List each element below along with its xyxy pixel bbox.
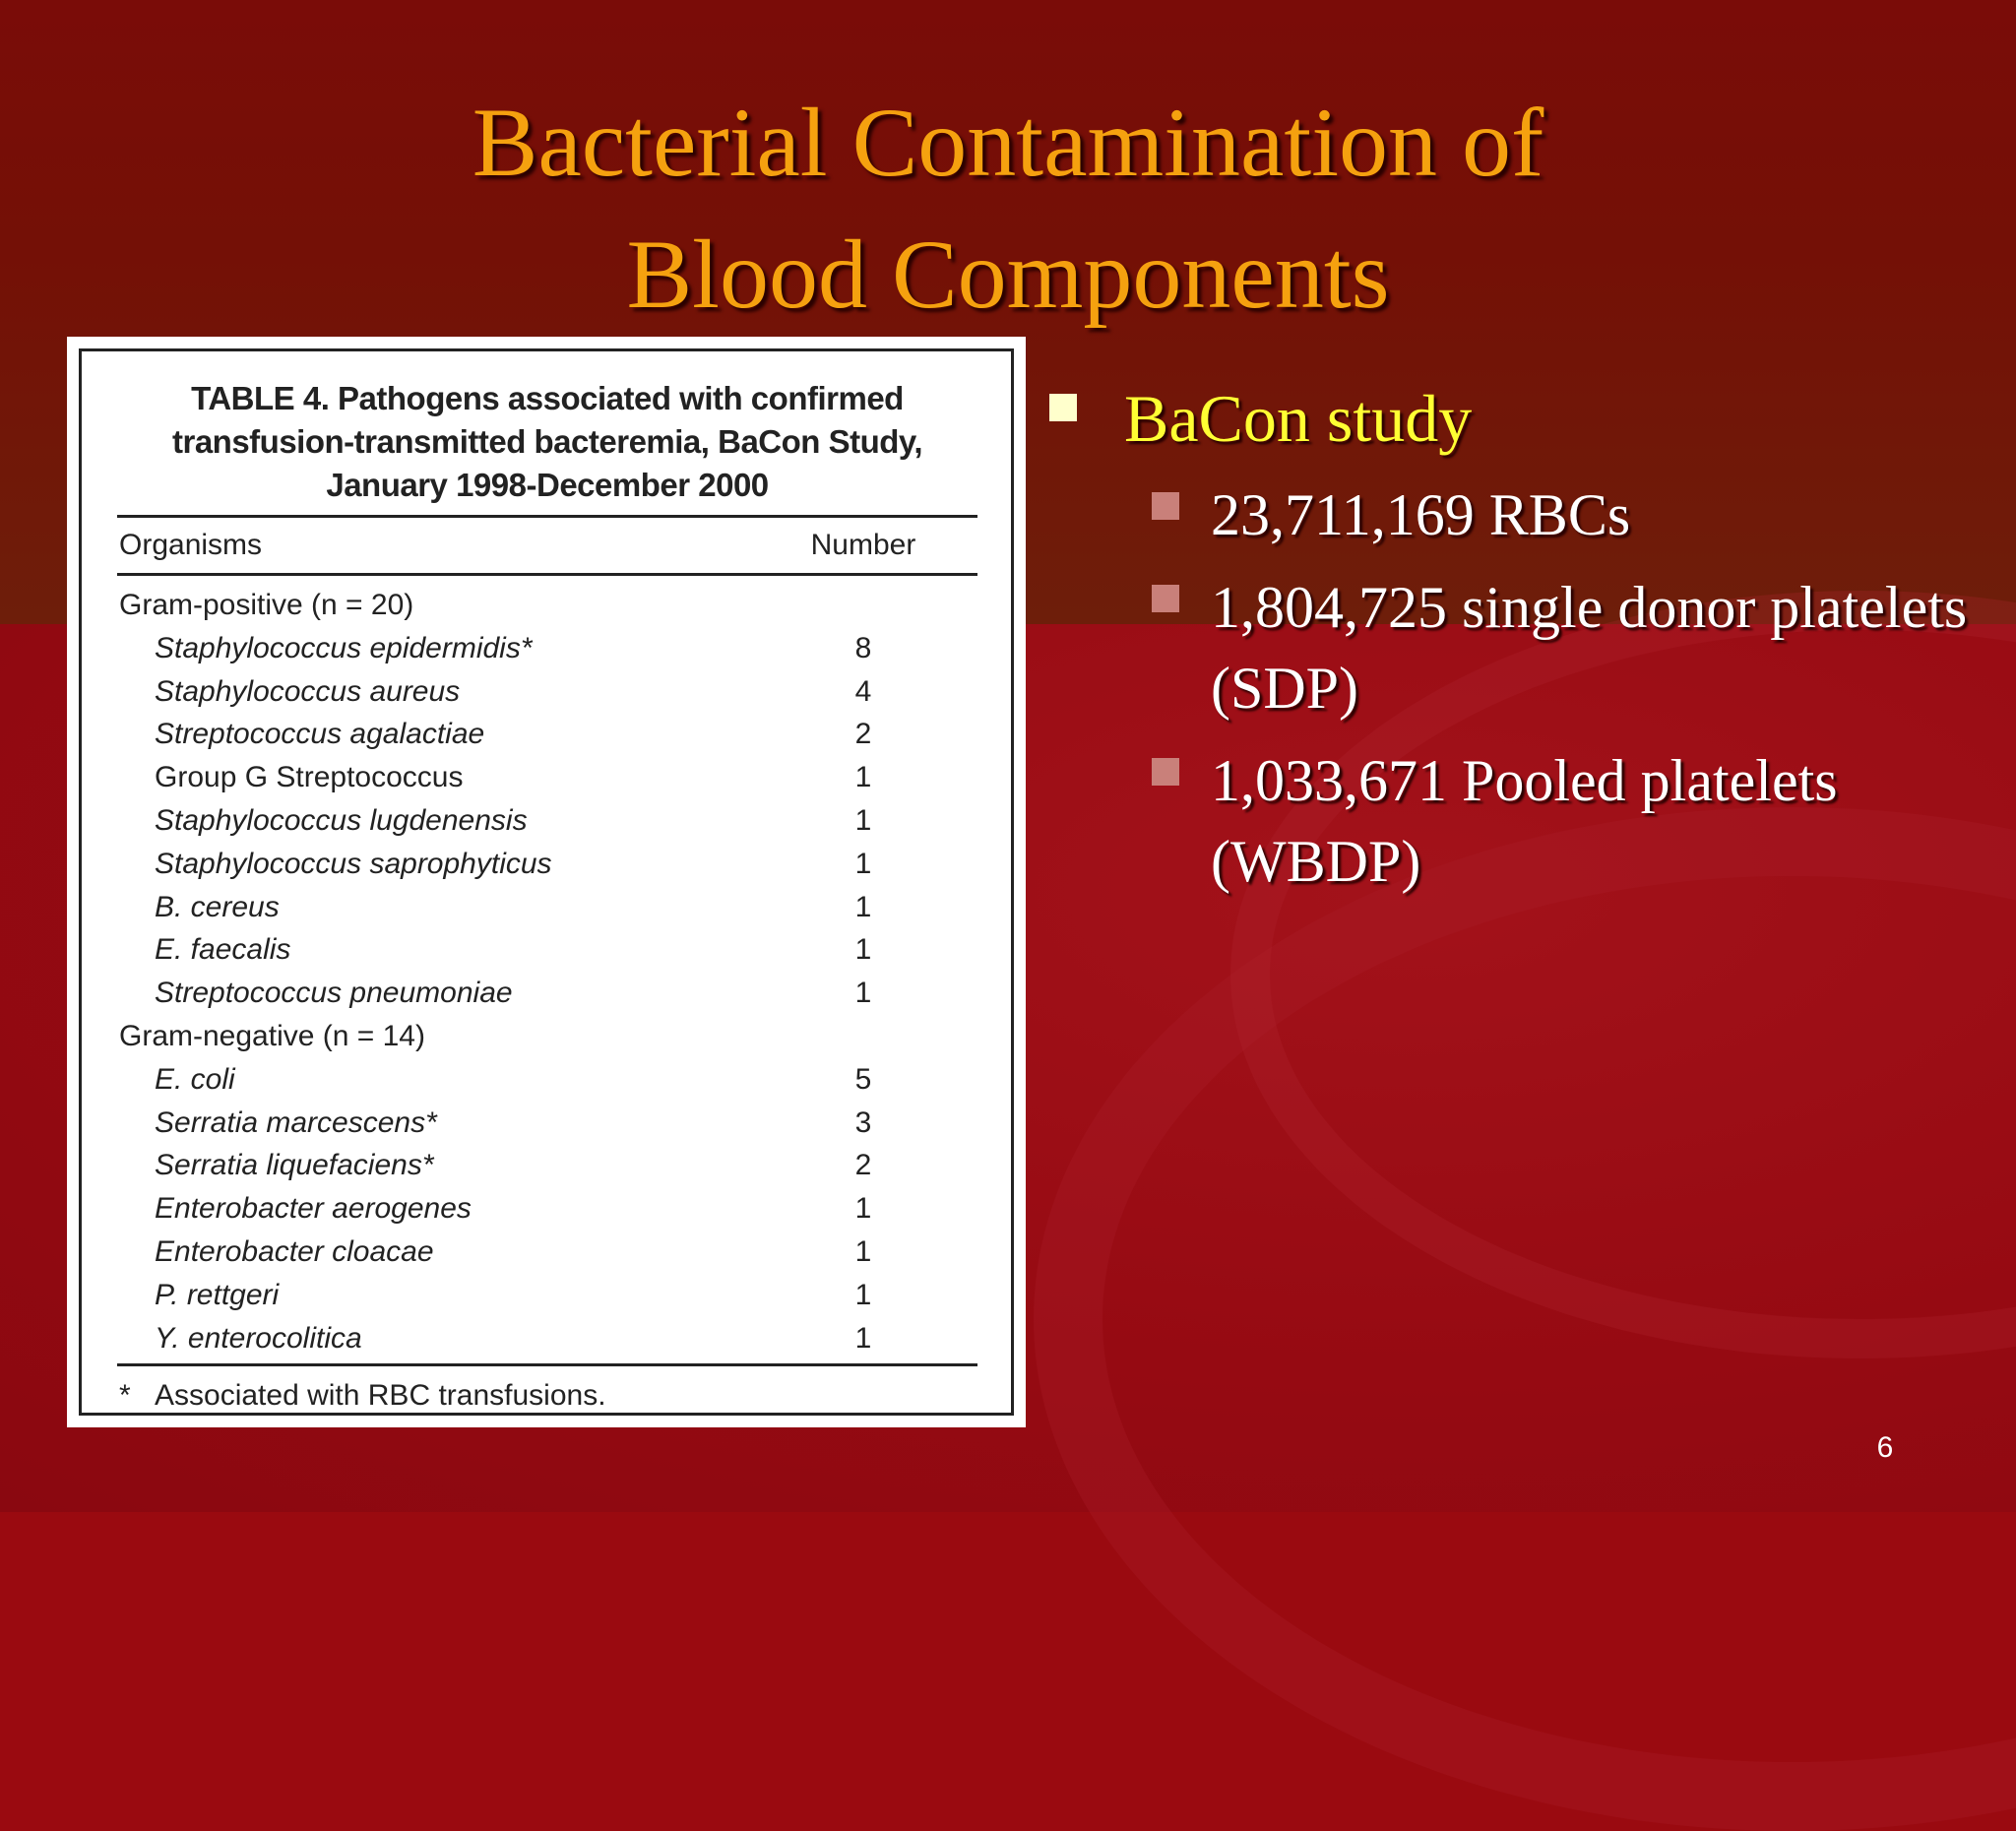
table-row	[117, 756, 977, 799]
number-cell: 2	[854, 1149, 872, 1182]
organism-cell: Serratia marcescens*	[155, 1105, 437, 1139]
table-row	[117, 886, 977, 929]
number-cell: 3	[854, 1105, 872, 1139]
table-row	[117, 1144, 977, 1187]
bullet-list	[1043, 374, 1988, 902]
number-cell: 2	[854, 718, 872, 751]
number-cell: 1	[854, 933, 872, 967]
table-row	[117, 972, 977, 1015]
organism-cell: Streptococcus agalactiae	[155, 718, 485, 751]
table-row	[117, 1187, 977, 1231]
column-header-organisms: Organisms	[119, 529, 263, 561]
table-row	[117, 1274, 977, 1317]
organism-cell: B. cereus	[155, 890, 280, 923]
number-cell: 1	[854, 847, 872, 880]
square-bullet-icon	[1152, 492, 1179, 520]
footnote-mark: *	[119, 1379, 131, 1413]
table-caption	[117, 377, 977, 507]
organism-cell: Staphylococcus aureus	[155, 674, 461, 708]
number-cell: 1	[854, 890, 872, 923]
organism-cell: Staphylococcus lugdenensis	[155, 803, 528, 837]
organism-cell: Gram-positive (n = 20)	[119, 589, 414, 621]
organism-cell: Enterobacter aerogenes	[155, 1192, 472, 1226]
title-line: Bacterial Contamination of	[472, 88, 1544, 197]
number-cell: 1	[854, 1234, 872, 1268]
number-cell: 1	[854, 1321, 872, 1355]
number-cell: 1	[854, 803, 872, 837]
bullet-item-main	[1043, 374, 1988, 463]
caption-line: transfusion-transmitted bacteremia, BaCon Study,	[171, 423, 923, 460]
organism-cell: Staphylococcus saprophyticus	[155, 847, 552, 880]
number-cell: 4	[854, 674, 872, 708]
organism-cell: Serratia liquefaciens*	[155, 1149, 434, 1182]
slide-number: 6	[1876, 1431, 1894, 1464]
organism-cell: Y. enterocolitica	[155, 1321, 362, 1355]
square-bullet-icon	[1049, 394, 1077, 421]
table-row	[117, 928, 977, 972]
slide-title	[0, 77, 2016, 341]
table-row	[117, 1231, 977, 1274]
number-cell: 1	[854, 1278, 872, 1311]
organism-cell: E. coli	[155, 1062, 235, 1096]
number-cell: 8	[854, 631, 872, 664]
caption-line: January 1998-December 2000	[326, 467, 769, 503]
organism-cell: Group G Streptococcus	[155, 761, 464, 794]
title-line: Blood Components	[626, 220, 1390, 329]
bullet-text: 23,711,169 RBCs	[1211, 482, 1631, 547]
organism-cell: Staphylococcus epidermidis*	[155, 631, 533, 664]
table-row	[117, 799, 977, 843]
table-border	[79, 348, 1014, 1416]
square-bullet-icon	[1152, 758, 1179, 786]
table-row	[117, 1317, 977, 1360]
table-header	[117, 518, 977, 573]
table-row	[117, 670, 977, 714]
sub-bullet-item	[1043, 567, 1988, 728]
table-row	[117, 627, 977, 670]
table-footnote	[117, 1366, 977, 1425]
table-body	[117, 576, 977, 1363]
table-row	[117, 713, 977, 756]
table-row	[117, 1058, 977, 1102]
organism-cell: Enterobacter cloacae	[155, 1234, 434, 1268]
organism-cell: Streptococcus pneumoniae	[155, 977, 513, 1010]
table-row	[117, 1102, 977, 1145]
organism-cell: P. rettgeri	[155, 1278, 280, 1311]
number-cell: 1	[854, 1192, 872, 1226]
bullet-text: 1,804,725 single donor platelets (SDP)	[1211, 575, 1968, 721]
sub-bullet-item	[1043, 474, 1988, 555]
organism-cell: E. faecalis	[155, 933, 291, 967]
bullet-text: BaCon study	[1124, 381, 1473, 456]
number-cell: 5	[854, 1062, 872, 1096]
bullet-text: 1,033,671 Pooled platelets (WBDP)	[1211, 748, 1838, 894]
table-row	[117, 843, 977, 886]
square-bullet-icon	[1152, 585, 1179, 612]
number-cell	[765, 584, 976, 627]
table-group-row	[117, 584, 977, 627]
table-image	[67, 337, 1026, 1427]
number-cell	[765, 1015, 976, 1058]
table-group-row	[117, 1015, 977, 1058]
number-cell: 1	[854, 761, 872, 794]
caption-line: TABLE 4. Pathogens associated with confirmed	[191, 380, 904, 416]
organism-cell: Gram-negative (n = 14)	[119, 1019, 425, 1052]
footnote-text: Associated with RBC transfusions.	[155, 1379, 606, 1413]
column-header-number: Number	[810, 529, 916, 561]
number-cell: 1	[854, 977, 872, 1010]
sub-bullet-item	[1043, 740, 1988, 902]
